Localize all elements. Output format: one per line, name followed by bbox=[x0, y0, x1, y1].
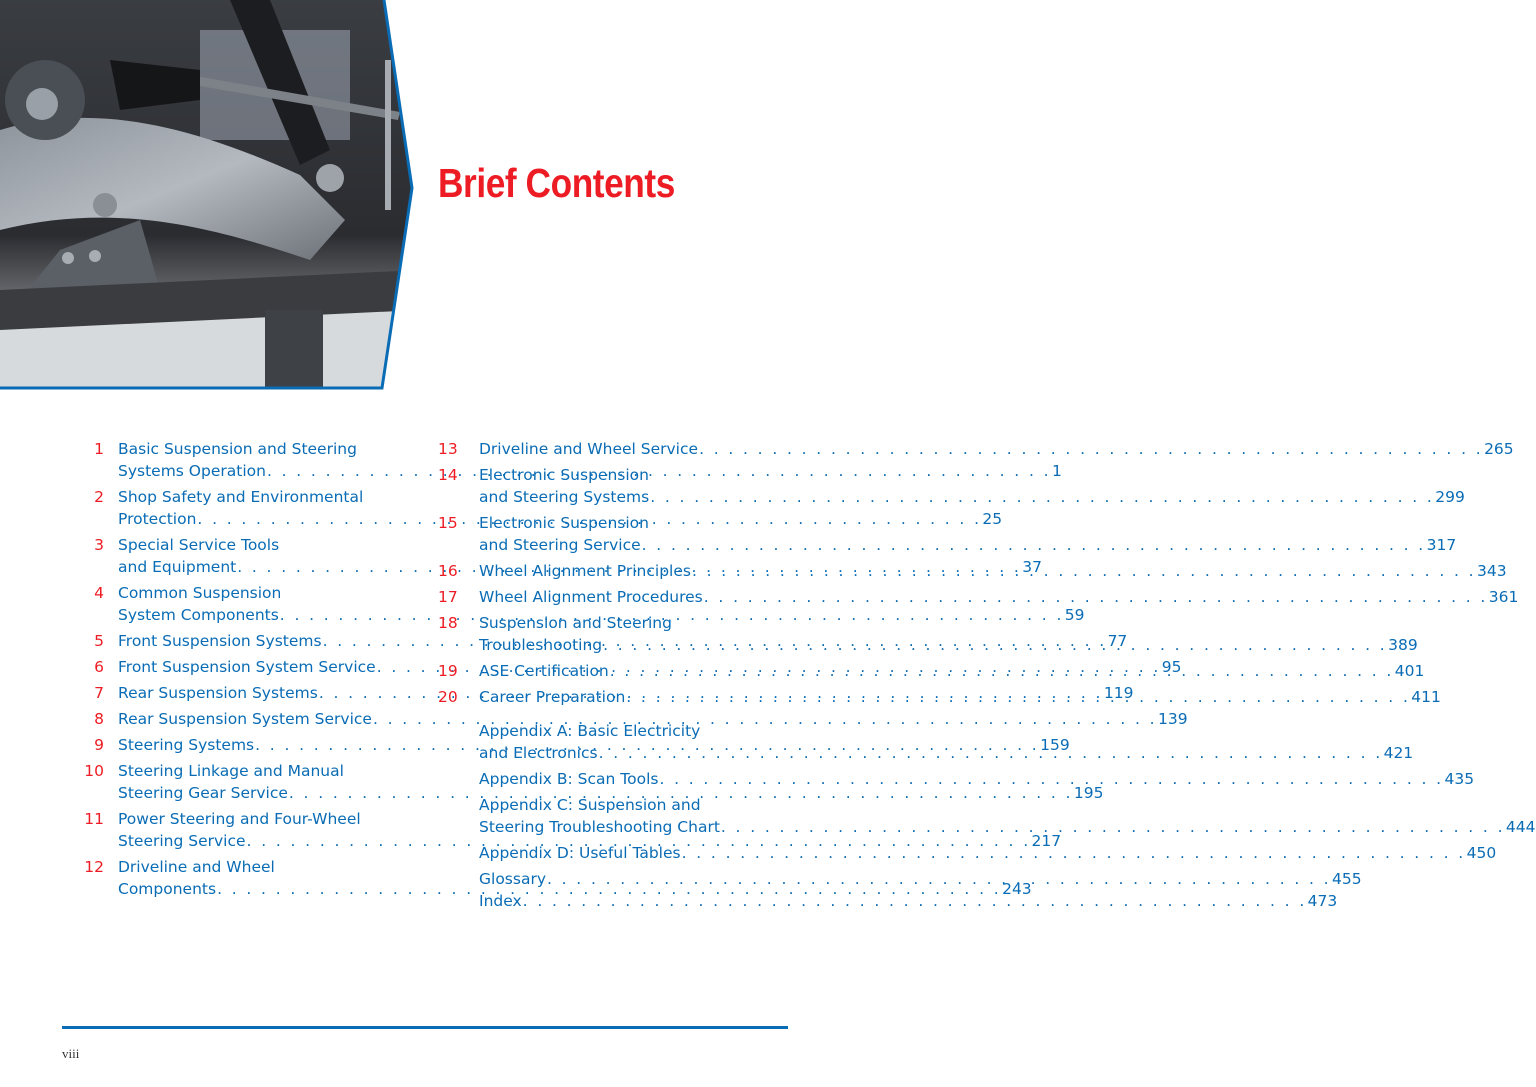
chapter-number bbox=[62, 708, 104, 730]
toc-entry[interactable] bbox=[438, 464, 1465, 508]
chapter-number-text: 3 bbox=[94, 536, 104, 554]
entry-title-text: Index bbox=[479, 892, 522, 910]
entry-title-text: Troubleshooting bbox=[479, 636, 603, 654]
page-reference[interactable]: 389 bbox=[1388, 636, 1418, 654]
leader-dots bbox=[642, 534, 1426, 556]
entry-title-line2 bbox=[479, 890, 1337, 912]
chapter-number bbox=[62, 734, 104, 756]
leader-dots bbox=[547, 868, 1331, 890]
page-reference[interactable]: 37 bbox=[1022, 558, 1042, 576]
entry-title-text: and Steering Systems bbox=[479, 488, 650, 506]
toc-entry[interactable] bbox=[438, 586, 1519, 608]
entry-title-text: Wheel Alignment Procedures bbox=[479, 588, 703, 606]
entry-title-text: System Components bbox=[118, 606, 279, 624]
leader-dots bbox=[610, 660, 1394, 682]
entry-title-line2 bbox=[479, 438, 1514, 460]
toc-entry[interactable] bbox=[62, 708, 1188, 730]
chapter-number bbox=[62, 582, 104, 626]
page-reference[interactable]: 455 bbox=[1332, 870, 1362, 888]
chapter-number bbox=[438, 660, 466, 682]
page-reference[interactable]: 444 bbox=[1505, 818, 1536, 836]
entry-title-text: Steering Service bbox=[118, 832, 246, 850]
page-reference[interactable]: 217 bbox=[1031, 832, 1062, 850]
entry-title-line2 bbox=[479, 634, 1418, 656]
page-reference[interactable]: 243 bbox=[1002, 880, 1032, 898]
entry-title-line2 bbox=[479, 560, 1507, 582]
chapter-number bbox=[438, 686, 466, 708]
toc-entry-text bbox=[438, 720, 1413, 764]
toc-entry-text bbox=[466, 560, 1507, 582]
page-reference[interactable]: 411 bbox=[1411, 688, 1441, 706]
toc-entry-text bbox=[466, 464, 1465, 508]
page-reference[interactable]: 435 bbox=[1444, 770, 1475, 788]
chapter-number-text: 13 bbox=[438, 440, 458, 458]
chapter-number-text: 12 bbox=[84, 858, 104, 876]
toc-entry-text bbox=[466, 438, 1514, 460]
chapter-number-text: 2 bbox=[94, 488, 104, 506]
toc-entry-text bbox=[466, 686, 1441, 708]
entry-title-text: Front Suspension System Service bbox=[118, 658, 376, 676]
entry-title-line1: Shop Safety and Environmental bbox=[118, 488, 364, 506]
toc-entry[interactable] bbox=[438, 768, 1475, 790]
entry-title-line1: Basic Suspension and Steering bbox=[118, 440, 357, 458]
entry-title-line1: Common Suspension bbox=[118, 584, 282, 602]
leader-dots bbox=[599, 742, 1383, 764]
page-reference[interactable]: 119 bbox=[1103, 684, 1134, 702]
chapter-number-text: 15 bbox=[438, 514, 458, 532]
chapter-number bbox=[62, 630, 104, 652]
toc-entry[interactable] bbox=[438, 438, 1514, 460]
toc-entry[interactable] bbox=[438, 794, 1536, 838]
chapter-number-text: 19 bbox=[438, 662, 458, 680]
entry-title-text: and Electronics bbox=[479, 744, 598, 762]
entry-title-text: Driveline and Wheel Service bbox=[479, 440, 699, 458]
entry-title-line2 bbox=[479, 534, 1456, 556]
toc-entry[interactable] bbox=[438, 890, 1338, 912]
leader-dots bbox=[704, 586, 1488, 608]
entry-title-line1: Suspension and Steering bbox=[479, 614, 672, 632]
page-reference[interactable]: 473 bbox=[1307, 892, 1338, 910]
entry-title-line2 bbox=[479, 586, 1518, 608]
entry-title-text: Protection bbox=[118, 510, 197, 528]
entry-title-line1: Electronic Suspension bbox=[479, 514, 649, 532]
toc-entry-text bbox=[438, 842, 1496, 864]
entry-title-line1: Appendix A: Basic Electricity bbox=[479, 722, 701, 740]
entry-title-text: Steering Systems bbox=[118, 736, 255, 754]
entry-title-text: Systems Operation bbox=[118, 462, 266, 480]
entry-title-text: ASE Certification bbox=[479, 662, 609, 680]
page-reference[interactable]: 317 bbox=[1426, 536, 1457, 554]
entry-title-text: Wheel Alignment Principles bbox=[479, 562, 691, 580]
chapter-number-text: 8 bbox=[94, 710, 104, 728]
page-reference[interactable]: 95 bbox=[1161, 658, 1182, 676]
chapter-number-text: 14 bbox=[438, 466, 458, 484]
page-reference[interactable]: 195 bbox=[1073, 784, 1104, 802]
entry-title-text: Appendix D: Useful Tables bbox=[479, 844, 681, 862]
chapter-number bbox=[62, 856, 104, 900]
entry-title-line1: Power Steering and Four-Wheel bbox=[118, 810, 361, 828]
entry-title-line2 bbox=[479, 742, 1413, 764]
chapter-number-text: 7 bbox=[94, 684, 104, 702]
chapter-number-text: 6 bbox=[94, 658, 104, 676]
entry-title-line1: Special Service Tools bbox=[118, 536, 280, 554]
entry-title-line1: Appendix C: Suspension and bbox=[479, 796, 701, 814]
toc-entry[interactable] bbox=[438, 842, 1497, 864]
entry-title-text: Rear Suspension Systems bbox=[118, 684, 318, 702]
leader-dots bbox=[650, 486, 1434, 508]
page-reference[interactable]: 1 bbox=[1051, 462, 1062, 480]
entry-title-line1: Driveline and Wheel bbox=[118, 858, 275, 876]
entry-title-line2 bbox=[479, 768, 1474, 790]
toc-entry-text bbox=[438, 768, 1474, 790]
leader-dots bbox=[523, 890, 1307, 912]
chapter-number-text: 4 bbox=[94, 584, 104, 602]
toc-entry-text bbox=[466, 586, 1518, 608]
chapter-number bbox=[62, 534, 104, 578]
page-reference[interactable]: 299 bbox=[1435, 488, 1465, 506]
leader-dots bbox=[721, 816, 1505, 838]
toc-entry-text bbox=[438, 794, 1536, 838]
chapter-number bbox=[438, 438, 466, 460]
page-reference[interactable]: 59 bbox=[1064, 606, 1085, 624]
chapter-number bbox=[62, 438, 104, 482]
chapter-number-text: 11 bbox=[84, 810, 104, 828]
chapter-number bbox=[62, 656, 104, 678]
chapter-number bbox=[438, 612, 466, 656]
page-number: viii bbox=[62, 1046, 80, 1061]
chapter-number-text: 5 bbox=[94, 632, 104, 650]
entry-title-text: and Steering Service bbox=[479, 536, 641, 554]
toc-entry-text bbox=[466, 660, 1424, 682]
entry-title-line2 bbox=[479, 686, 1441, 708]
chapter-number bbox=[62, 808, 104, 852]
page-title: Brief Contents bbox=[438, 160, 675, 206]
leader-dots bbox=[603, 634, 1387, 656]
leader-dots bbox=[699, 438, 1483, 460]
entry-title-text: Glossary bbox=[479, 870, 546, 888]
hero-photo bbox=[0, 0, 420, 392]
chapter-number-text: 17 bbox=[438, 588, 458, 606]
page-reference[interactable]: 265 bbox=[1484, 440, 1514, 458]
leader-dots bbox=[659, 768, 1443, 790]
page-reference[interactable]: 77 bbox=[1107, 632, 1128, 650]
page-reference[interactable]: 450 bbox=[1466, 844, 1497, 862]
chapter-number-text: 1 bbox=[94, 440, 104, 458]
chapter-number-text: 18 bbox=[438, 614, 458, 632]
leader-dots bbox=[692, 560, 1476, 582]
entry-title-text: Front Suspension Systems bbox=[118, 632, 322, 650]
entry-title-text: Career Preparation bbox=[479, 688, 626, 706]
entry-title-line2 bbox=[479, 842, 1496, 864]
toc-entry-text bbox=[466, 512, 1456, 556]
page-reference[interactable]: 401 bbox=[1394, 662, 1425, 680]
chapter-number bbox=[62, 682, 104, 704]
entry-title-text: Components bbox=[118, 880, 217, 898]
spacer bbox=[438, 712, 790, 720]
entry-title-line2 bbox=[479, 486, 1465, 508]
entry-title-line2 bbox=[479, 868, 1362, 890]
chapter-number-text: 16 bbox=[438, 562, 458, 580]
page-reference[interactable]: 421 bbox=[1383, 744, 1414, 762]
footer-rule bbox=[62, 1026, 788, 1029]
leader-dots bbox=[682, 842, 1466, 864]
entry-title-line2 bbox=[479, 660, 1424, 682]
leader-dots bbox=[626, 686, 1410, 708]
entry-title-text: Steering Troubleshooting Chart bbox=[479, 818, 720, 836]
chapter-number bbox=[438, 586, 466, 608]
page-reference[interactable]: 139 bbox=[1157, 710, 1188, 728]
chapter-number bbox=[62, 760, 104, 804]
chapter-number bbox=[62, 486, 104, 530]
chapter-number bbox=[438, 560, 466, 582]
chapter-number-text: 9 bbox=[94, 736, 104, 754]
chapter-number-text: 10 bbox=[84, 762, 104, 780]
entry-title-line1: Steering Linkage and Manual bbox=[118, 762, 344, 780]
toc-entry-text bbox=[466, 612, 1418, 656]
entry-title-text: Rear Suspension System Service bbox=[118, 710, 372, 728]
entry-title-line1: Electronic Suspension bbox=[479, 466, 649, 484]
chapter-number-text: 20 bbox=[438, 688, 458, 706]
page-reference[interactable]: 25 bbox=[982, 510, 1003, 528]
page-reference[interactable]: 361 bbox=[1488, 588, 1519, 606]
toc-entry-text bbox=[438, 868, 1362, 890]
entry-title-text: and Equipment bbox=[118, 558, 237, 576]
chapter-number bbox=[438, 512, 466, 556]
page-reference[interactable]: 343 bbox=[1476, 562, 1507, 580]
page-reference[interactable]: 159 bbox=[1040, 736, 1070, 754]
toc-entry-text bbox=[438, 890, 1337, 912]
entry-title-text: Steering Gear Service bbox=[118, 784, 288, 802]
entry-title-text: Appendix B: Scan Tools bbox=[479, 770, 659, 788]
entry-title-line2 bbox=[479, 816, 1536, 838]
chapter-number bbox=[438, 464, 466, 508]
